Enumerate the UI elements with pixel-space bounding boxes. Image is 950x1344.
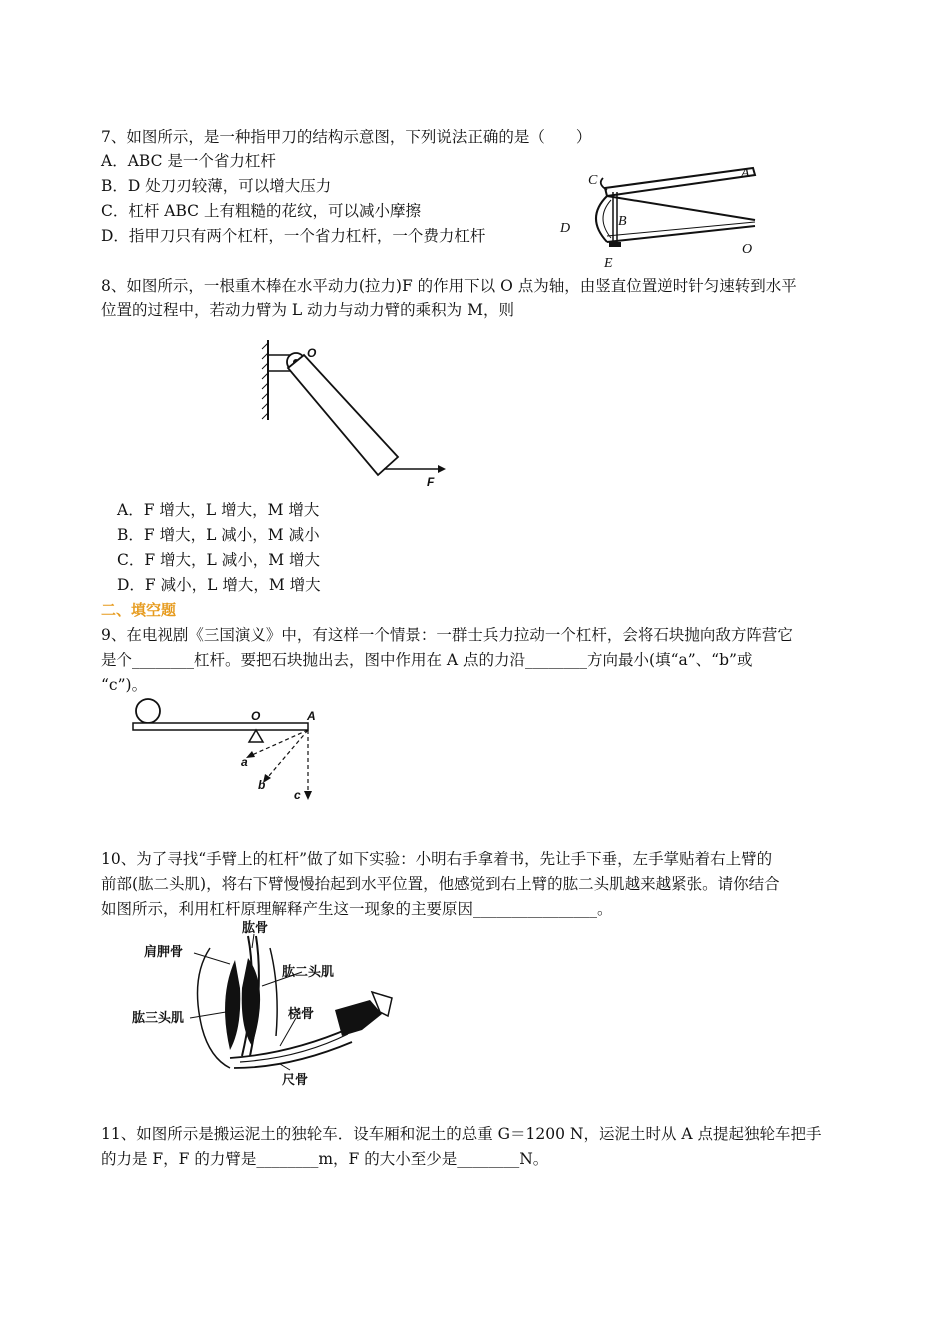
q10-label-radius: 桡骨 [288, 1007, 315, 1022]
q9-label-o: O [251, 709, 261, 723]
q7-option-d: D．指甲刀只有两个杠杆，一个省力杠杆，一个费力杠杆 [101, 227, 486, 245]
q9-label-b: b [258, 778, 266, 792]
q10-label-biceps: 肱二头肌 [282, 965, 335, 980]
q8-label-f: F [427, 475, 435, 489]
q10-label-scapula: 肩胛骨 [144, 945, 184, 960]
q8-label-o: O [307, 346, 317, 360]
arm-muscle-figure [130, 918, 400, 1090]
q9-line3: “c”)。 [101, 676, 148, 694]
catapult-lever-figure [130, 695, 330, 805]
q7-label-d: D [560, 221, 571, 236]
q11-line2: 的力是 F，F 的力臂是________m，F 的大小至少是________N。 [101, 1150, 549, 1168]
q8-option-a: A．F 增大，L 增大，M 增大 [117, 501, 320, 519]
q7-label-a: A [741, 166, 750, 181]
q9-line2: 是个________杠杆。要把石块抛出去，图中作用在 A 点的力沿________方向最小(填“a”、“b”或 [101, 651, 753, 669]
q8-option-b: B．F 增大，L 减小，M 减小 [117, 526, 320, 544]
q7-option-c: C．杠杆 ABC 上有粗糙的花纹，可以减小摩擦 [101, 202, 421, 220]
q9-label-c: c [294, 788, 301, 802]
q7-label-e: E [604, 256, 613, 271]
q10-label-triceps: 肱三头肌 [132, 1011, 185, 1026]
q8-option-d: D．F 减小，L 增大，M 增大 [117, 576, 321, 594]
q7-label-b: B [618, 214, 627, 229]
q10-label-ulna: 尺骨 [282, 1073, 309, 1088]
q9-line1: 9、在电视剧《三国演义》中，有这样一个情景：一群士兵力拉动一个杠杆，会将石块抛向敌方阵营它 [101, 626, 793, 644]
q8-option-c: C．F 增大，L 减小，M 增大 [117, 551, 321, 569]
q7-option-a: A．ABC 是一个省力杠杆 [101, 152, 276, 170]
q11-line1: 11、如图所示是搬运泥土的独轮车．设车厢和泥土的总重 G＝1200 N，运泥土时从 A 点提起独轮车把手 [101, 1125, 822, 1143]
q10-label-humerus: 肱骨 [242, 921, 269, 936]
q9-label-a-point: A [307, 709, 316, 723]
q10-line1: 10、为了寻找“手臂上的杠杆”做了如下实验：小明右手拿着书，先让手下垂，左手掌贴着右上臂的 [101, 850, 773, 868]
q7-label-o: O [742, 242, 753, 257]
section-heading-fill-in: 二、填空题 [101, 601, 177, 619]
q10-line2: 前部(肱二头肌)，将右下臂慢慢抬起到水平位置，他感觉到右上臂的肱二头肌越来越紧张。请你结合 [101, 875, 780, 893]
q8-stem-line1: 8、如图所示，一根重木棒在水平动力(拉力)F 的作用下以 O 点为轴，由竖直位置逆时针匀速转到水平 [101, 277, 797, 295]
q8-stem-line2: 位置的过程中，若动力臂为 L 动力与动力臂的乘积为 M，则 [101, 301, 514, 319]
q7-option-b: B．D 处刀刃较薄，可以增大压力 [101, 177, 332, 195]
q7-label-c: C [588, 173, 598, 188]
q9-label-a: a [241, 755, 248, 769]
wooden-stick-figure [260, 335, 450, 495]
q10-line3: 如图所示，利用杠杆原理解释产生这一现象的主要原因________________。 [101, 900, 613, 918]
nail-clipper-figure [555, 160, 775, 275]
q7-stem: 7、如图所示，是一种指甲刀的结构示意图，下列说法正确的是（ ） [101, 128, 592, 146]
